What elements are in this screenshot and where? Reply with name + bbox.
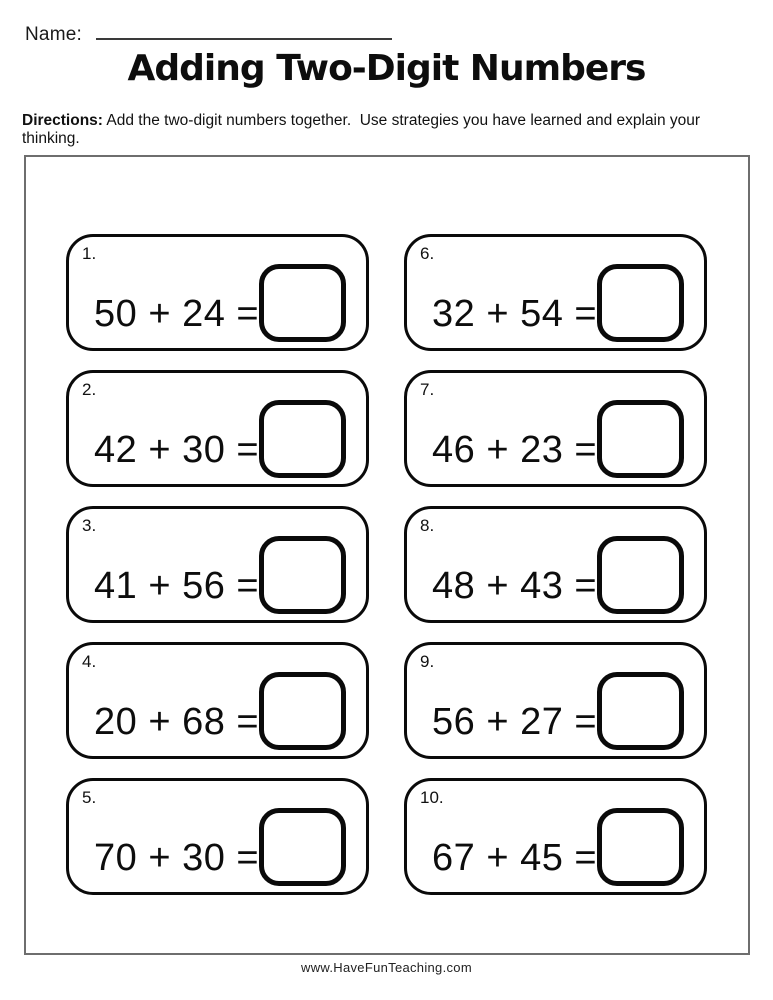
answer-box-1[interactable] xyxy=(259,264,346,342)
problem-equation: 20 + 68 = xyxy=(94,701,260,743)
problem-card-8 xyxy=(404,506,707,623)
answer-box-9[interactable] xyxy=(597,672,684,750)
problem-number: 2. xyxy=(82,380,97,399)
problem-number: 1. xyxy=(82,244,97,263)
problem-equation: 56 + 27 = xyxy=(432,701,598,743)
problem-card-6 xyxy=(404,234,707,351)
page-title: Adding Two-Digit Numbers xyxy=(127,48,646,89)
problem-equation: 50 + 24 = xyxy=(94,293,260,335)
problem-number: 9. xyxy=(420,652,435,671)
problem-card-3 xyxy=(66,506,369,623)
problem-card-10 xyxy=(404,778,707,895)
problem-equation: 48 + 43 = xyxy=(432,565,598,607)
footer-url: www.HaveFunTeaching.com xyxy=(301,960,472,975)
name-row xyxy=(25,20,392,46)
answer-box-3[interactable] xyxy=(259,536,346,614)
problem-number: 8. xyxy=(420,516,435,535)
problem-number: 5. xyxy=(82,788,97,807)
problem-number: 7. xyxy=(420,380,435,399)
problem-card-1 xyxy=(66,234,369,351)
problem-number: 4. xyxy=(82,652,97,671)
answer-box-7[interactable] xyxy=(597,400,684,478)
problem-card-5 xyxy=(66,778,369,895)
problem-equation: 67 + 45 = xyxy=(432,837,598,879)
problem-number: 10. xyxy=(420,788,444,807)
problem-card-2 xyxy=(66,370,369,487)
answer-box-6[interactable] xyxy=(597,264,684,342)
directions-text: Add the two-digit numbers together. Use strategies you have learned and explain your thinking. xyxy=(22,112,705,147)
problem-equation: 41 + 56 = xyxy=(94,565,260,607)
problem-equation: 32 + 54 = xyxy=(432,293,598,335)
name-label: Name: xyxy=(25,24,82,45)
answer-box-2[interactable] xyxy=(259,400,346,478)
problem-card-4 xyxy=(66,642,369,759)
problem-equation: 70 + 30 = xyxy=(94,837,260,879)
problem-number: 3. xyxy=(82,516,97,535)
problems-grid xyxy=(66,234,707,895)
answer-box-4[interactable] xyxy=(259,672,346,750)
problems-frame xyxy=(24,155,750,955)
problem-card-7 xyxy=(404,370,707,487)
problem-card-9 xyxy=(404,642,707,759)
problem-equation: 42 + 30 = xyxy=(94,429,260,471)
answer-box-10[interactable] xyxy=(597,808,684,886)
answer-box-5[interactable] xyxy=(259,808,346,886)
problem-number: 6. xyxy=(420,244,435,263)
directions xyxy=(22,112,762,148)
problem-equation: 46 + 23 = xyxy=(432,429,598,471)
name-input-line[interactable] xyxy=(96,20,392,40)
answer-box-8[interactable] xyxy=(597,536,684,614)
directions-label: Directions: xyxy=(22,112,103,129)
